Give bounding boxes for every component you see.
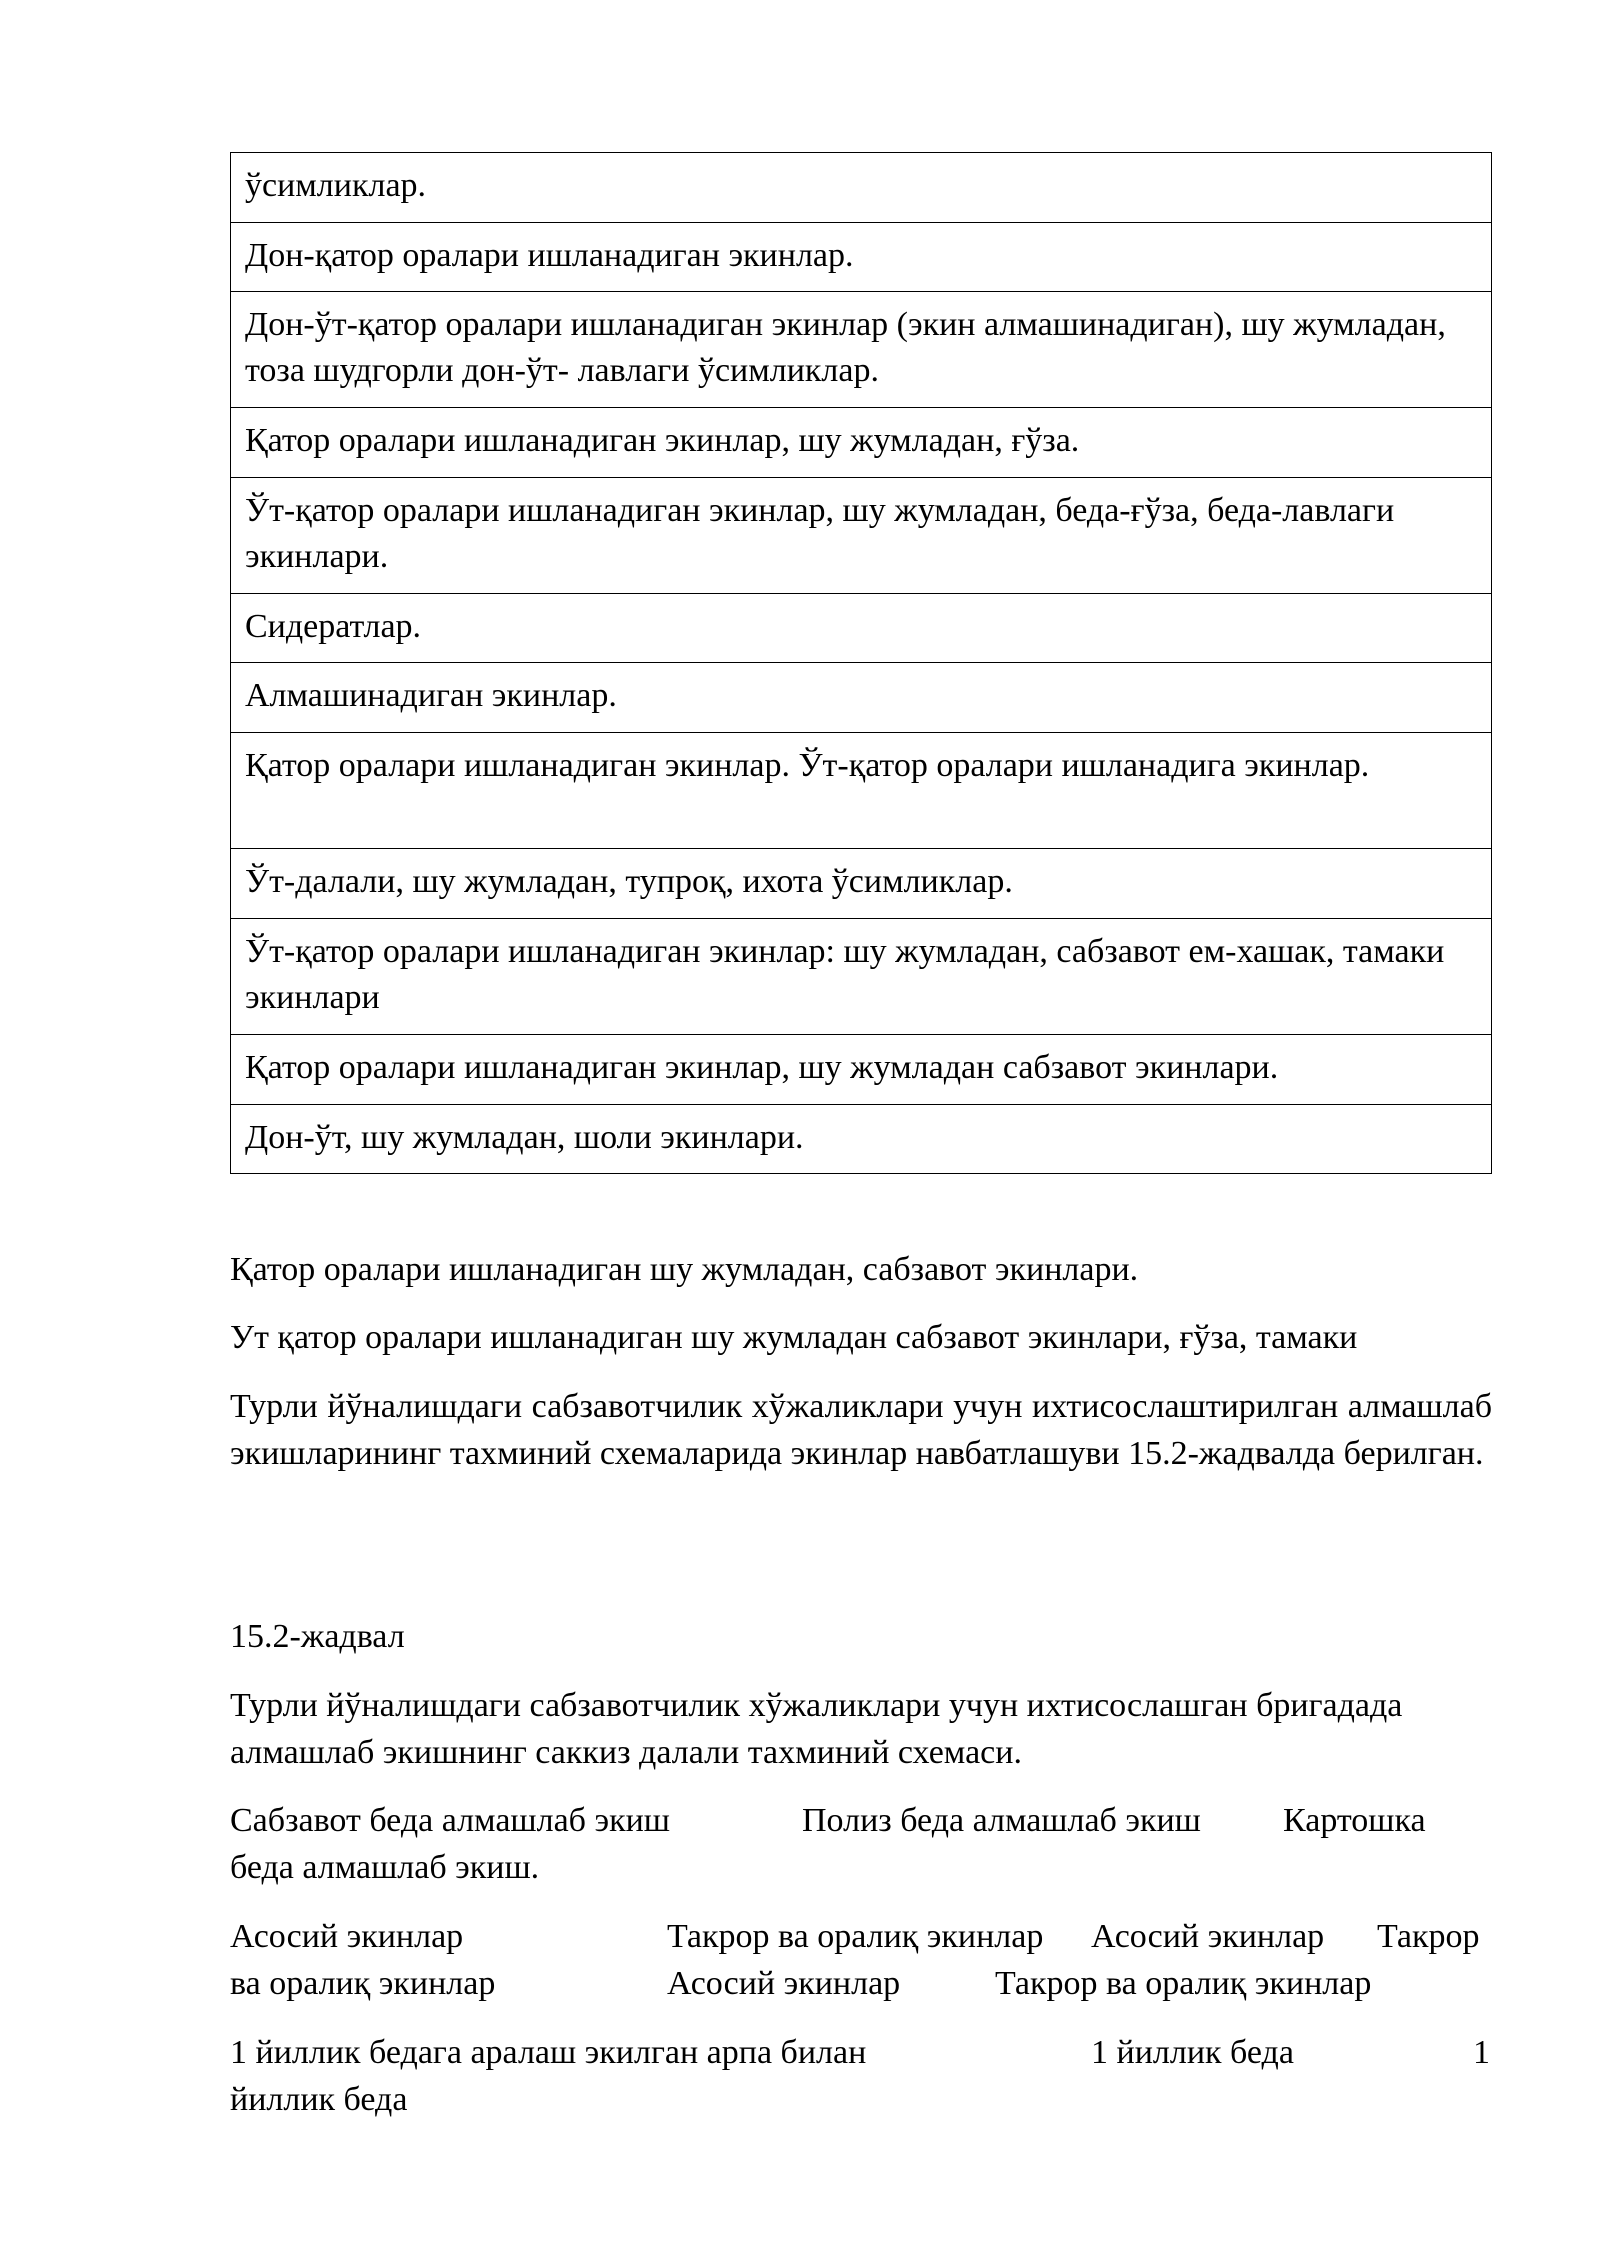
table-cell: Ўт-далали, шу жумладан, тупроқ, ихота ўсимликлар. bbox=[231, 849, 1492, 919]
scheme-cell-cont: йиллик беда bbox=[230, 2081, 408, 2118]
table-row bbox=[231, 408, 1492, 478]
table-number: 15.2-жадвал bbox=[230, 1618, 405, 1655]
table-row bbox=[231, 594, 1492, 663]
scheme-cell: 1 bbox=[1473, 2034, 1490, 2071]
table-cell: Ўт-қатор оралари ишланадиган экинлар: шу жумладан, сабзавот ем-хашак, тамаки экинлари bbox=[231, 919, 1492, 1035]
table-row bbox=[231, 919, 1492, 1035]
rotation-type-vegetable: Сабзавот беда алмашлаб экиш bbox=[230, 1802, 670, 1839]
table-cell: Сидератлар. bbox=[231, 594, 1492, 663]
header-repeat-crops: Такрор bbox=[1377, 1918, 1480, 1955]
table-row bbox=[231, 1105, 1492, 1174]
rotation-type-potato: Картошка bbox=[1283, 1802, 1426, 1839]
table-cell: Дон-ўт-қатор оралари ишланадиган экинлар (экин алмашинадиган), шу жумладан, тоза шудгорли дон-ўт- лавлаги ўсимликлар. bbox=[231, 292, 1492, 408]
table-cell: Қатор оралари ишланадиган экинлар, шу жумладан, ғўза. bbox=[231, 408, 1492, 478]
paragraph: Қатор оралари ишланадиган шу жумладан, сабзавот экинлари. bbox=[230, 1251, 1139, 1288]
table-cell: ўсимликлар. bbox=[231, 153, 1492, 223]
table-cell: Қатор оралари ишланадиган экинлар. Ўт-қатор оралари ишланадига экинлар. bbox=[231, 733, 1492, 849]
header-repeat-crops: Такрор ва оралиқ экинлар bbox=[995, 1965, 1372, 2002]
table-row bbox=[231, 153, 1492, 223]
header-main-crops: Асосий экинлар bbox=[230, 1918, 464, 1955]
paragraph: Турли йўналишдаги сабзавотчилик хўжаликлари учун ихтисослаштирилган алмашлаб экишларининг тахминий схемаларида экинлар навбатлашуви 15.2-жадвалда берилган. bbox=[230, 1388, 1492, 1472]
table-row bbox=[231, 1035, 1492, 1105]
table-cell: Ўт-қатор оралари ишланадиган экинлар, шу жумладан, беда-ғўза, беда-лавлаги экинлари. bbox=[231, 478, 1492, 594]
table-row bbox=[231, 663, 1492, 733]
table-title: Турли йўналишдаги сабзавотчилик хўжаликлари учун ихтисослашган бригадада алмашлаб экишнинг саккиз далали тахминий схемаси. bbox=[230, 1687, 1403, 1771]
paragraph: Ут қатор оралари ишланадиган шу жумладан сабзавот экинлари, ғўза, тамаки bbox=[230, 1319, 1358, 1356]
table-cell: Қатор оралари ишланадиган экинлар, шу жумладан сабзавот экинлари. bbox=[231, 1035, 1492, 1105]
header-repeat-crops-cont: ва оралиқ экинлар bbox=[230, 1965, 496, 2002]
table-row bbox=[231, 292, 1492, 408]
scheme-cell: 1 йиллик бедага аралаш экилган арпа билан bbox=[230, 2034, 867, 2071]
header-main-crops: Асосий экинлар bbox=[1091, 1918, 1325, 1955]
header-repeat-crops: Такрор ва оралиқ экинлар bbox=[667, 1918, 1044, 1955]
table-row bbox=[231, 849, 1492, 919]
header-main-crops: Асосий экинлар bbox=[667, 1965, 901, 2002]
scheme-cell: 1 йиллик беда bbox=[1091, 2034, 1294, 2071]
rotation-type-potato-cont: беда алмашлаб экиш. bbox=[230, 1849, 540, 1886]
table-row bbox=[231, 223, 1492, 292]
rotation-type-melon: Полиз беда алмашлаб экиш bbox=[802, 1802, 1201, 1839]
table-cell: Алмашинадиган экинлар. bbox=[231, 663, 1492, 733]
table-cell: Дон-қатор оралари ишланадиган экинлар. bbox=[231, 223, 1492, 292]
table-cell: Дон-ўт, шу жумладан, шоли экинлари. bbox=[231, 1105, 1492, 1174]
crop-groups-table bbox=[230, 152, 1492, 1174]
table-row bbox=[231, 733, 1492, 849]
table-row bbox=[231, 478, 1492, 594]
